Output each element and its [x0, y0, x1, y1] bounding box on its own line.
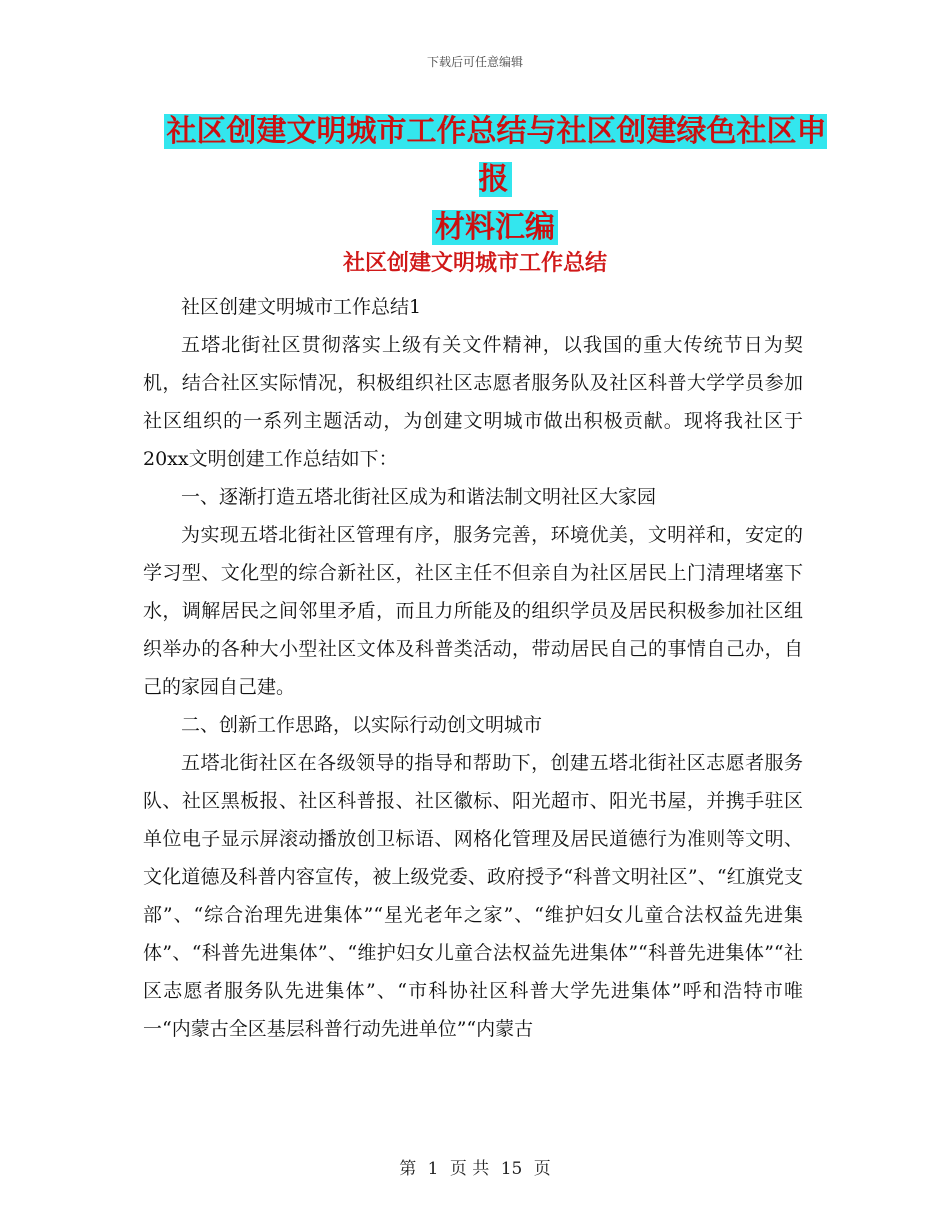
- footer-prefix: 第: [399, 1159, 417, 1179]
- footer-mid: 页 共: [449, 1159, 490, 1179]
- page-number: 1: [427, 1159, 439, 1179]
- document-title: [150, 108, 840, 252]
- body-text: [143, 288, 803, 1048]
- paragraph: 二、创新工作思路，以实际行动创文明城市: [181, 714, 543, 736]
- footer-suffix: 页: [533, 1159, 551, 1179]
- paragraph: 五塔北街社区在各级领导的指导和帮助下，创建五塔北街社区志愿者服务队、社区黑板报、社区科普报、社区徽标、阳光超市、阳光书屋，并携手驻区单位电子显示屏滚动播放创卫标语、网格化管理及居民道德行为准则等文明、文化道德及科普内容宣传，被上级党委、政府授予“科普文明社区”、“红旗党支部”、“综合治理先进集体”“星光老年之家”、“维护妇女儿童合法权益先进集体”、“科普先进集体”、“维护妇女儿童合法权益先进集体”“科普先进集体”“社区志愿者服务队先进集体”、“市科协社区科普大学先进集体”呼和浩特市唯一“内蒙古全区基层科普行动先进单位”“内蒙古: [143, 752, 803, 1040]
- page-footer: [0, 1154, 950, 1179]
- header-note: 下载后可任意编辑: [426, 55, 523, 69]
- paragraph: 社区创建文明城市工作总结1: [181, 296, 422, 318]
- paragraph: 为实现五塔北街社区管理有序，服务完善，环境优美，文明祥和，安定的学习型、文化型的综合新社区，社区主任不但亲自为社区居民上门清理堵塞下水，调解居民之间邻里矛盾，而且力所能及的组织学员及居民积极参加社区组织举办的各种大小型社区文体及科普类活动，带动居民自己的事情自己办，自己的家园自己建。: [143, 524, 803, 698]
- paragraph: 一、逐渐打造五塔北街社区成为和谐法制文明社区大家园: [181, 486, 657, 508]
- title-line-1: 社区创建文明城市工作总结与社区创建绿色社区申报: [164, 114, 827, 197]
- page-total: 15: [500, 1159, 523, 1179]
- title-line-2: 材料汇编: [432, 210, 558, 245]
- section-title: 社区创建文明城市工作总结: [342, 251, 607, 276]
- paragraph: 五塔北街社区贯彻落实上级有关文件精神，以我国的重大传统节日为契机，结合社区实际情况，积极组织社区志愿者服务队及社区科普大学学员参加社区组织的一系列主题活动，为创建文明城市做出积极贡献。现将我社区于20xx文明创建工作总结如下：: [143, 334, 803, 470]
